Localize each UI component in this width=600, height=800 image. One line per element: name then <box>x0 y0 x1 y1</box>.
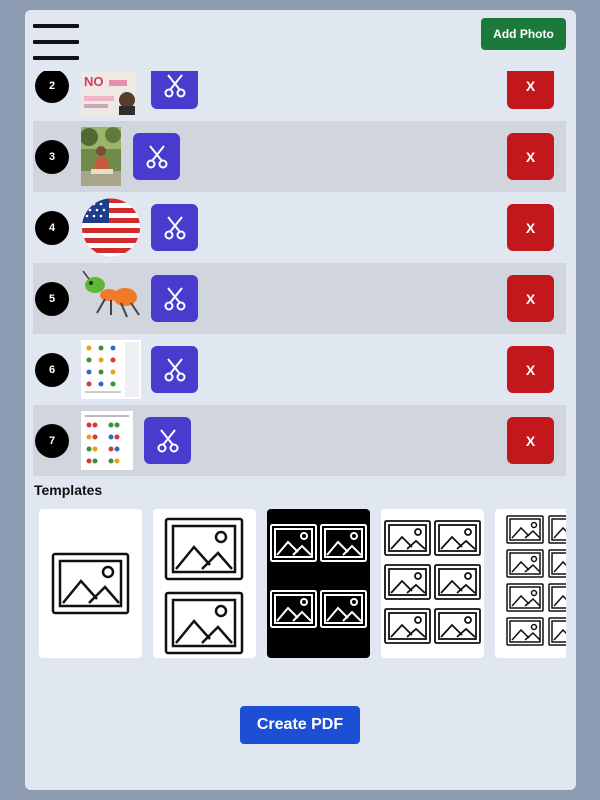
photo-number-badge: 3 <box>35 140 69 174</box>
photo-thumbnail[interactable] <box>81 127 121 186</box>
templates-strip[interactable] <box>39 509 566 658</box>
template-8-per-page[interactable] <box>495 509 566 658</box>
image-placeholder-icon <box>381 509 484 658</box>
app-panel <box>25 10 576 790</box>
photo-thumbnail[interactable] <box>81 340 141 399</box>
photo-thumbnail[interactable] <box>81 411 133 470</box>
delete-button[interactable]: X <box>507 204 554 251</box>
menu-bar <box>33 40 79 44</box>
svg-text:NO: NO <box>84 74 104 89</box>
photo-number-badge: 5 <box>35 282 69 316</box>
photo-row <box>33 334 566 405</box>
image-placeholder-icon <box>495 509 566 658</box>
templates-heading: Templates <box>34 482 103 498</box>
delete-button[interactable]: X <box>507 275 554 322</box>
image-placeholder-icon <box>267 509 370 658</box>
photo-thumbnail[interactable] <box>81 269 141 328</box>
template-2-per-page[interactable] <box>153 509 256 658</box>
photo-thumbnail[interactable] <box>81 71 137 115</box>
scissors-icon <box>144 144 170 170</box>
photo-number-badge: 4 <box>35 211 69 245</box>
scissors-icon <box>162 73 188 99</box>
delete-button[interactable]: X <box>507 71 554 109</box>
photo-number-badge: 6 <box>35 353 69 387</box>
create-pdf-button[interactable]: Create PDF <box>240 706 360 744</box>
delete-button[interactable]: X <box>507 417 554 464</box>
photo-thumbnail[interactable] <box>81 198 141 257</box>
crop-button[interactable] <box>151 204 198 251</box>
template-6-per-page[interactable] <box>381 509 484 658</box>
template-1-per-page[interactable] <box>39 509 142 658</box>
crop-button[interactable] <box>144 417 191 464</box>
image-placeholder-icon <box>153 509 256 658</box>
photo-number-badge: 2 <box>35 71 69 103</box>
photo-list[interactable] <box>33 71 566 476</box>
menu-bar <box>33 24 79 28</box>
scissors-icon <box>162 286 188 312</box>
photo-row <box>33 121 566 192</box>
photo-row <box>33 405 566 476</box>
crop-button[interactable] <box>151 71 198 109</box>
template-4-per-page[interactable] <box>267 509 370 658</box>
hamburger-menu-icon[interactable] <box>33 24 79 60</box>
crop-button[interactable] <box>151 346 198 393</box>
crop-button[interactable] <box>151 275 198 322</box>
scissors-icon <box>155 428 181 454</box>
scissors-icon <box>162 215 188 241</box>
delete-button[interactable]: X <box>507 133 554 180</box>
delete-button[interactable]: X <box>507 346 554 393</box>
photo-row <box>33 263 566 334</box>
crop-button[interactable] <box>133 133 180 180</box>
photo-number-badge: 7 <box>35 424 69 458</box>
image-placeholder-icon <box>39 509 142 658</box>
scissors-icon <box>162 357 188 383</box>
photo-row <box>33 71 566 121</box>
add-photo-button[interactable]: Add Photo <box>481 18 566 50</box>
photo-row <box>33 192 566 263</box>
menu-bar <box>33 56 79 60</box>
